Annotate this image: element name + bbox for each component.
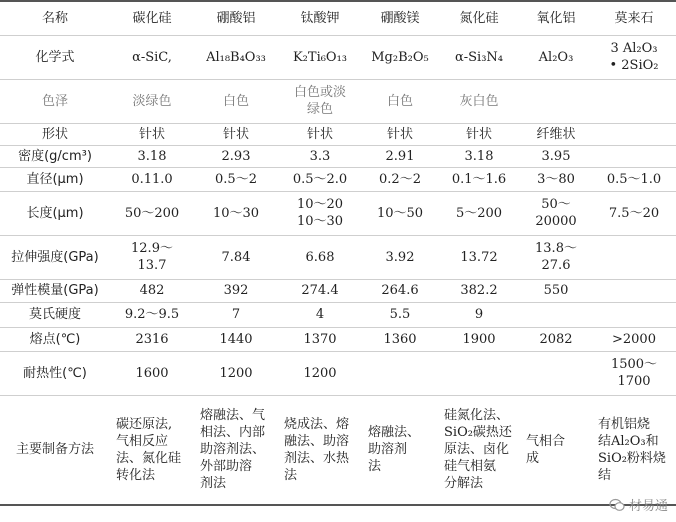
table-row: [0, 279, 676, 302]
table-cell: 382.2: [438, 279, 520, 302]
table-cell: [592, 279, 676, 302]
table-cell: [592, 145, 676, 167]
table-row: [0, 167, 676, 191]
row-label: 密度(g/cm³): [0, 145, 110, 167]
table-cell: [438, 351, 520, 395]
table-cell: Al₁₈B₄O₃₃: [194, 35, 278, 79]
table-cell: 淡绿色: [110, 79, 194, 123]
table-row: [0, 327, 676, 351]
table-cell: Mg₂B₂O₅: [362, 35, 438, 79]
table-cell: 白色: [194, 79, 278, 123]
table-cell: 纤维状: [520, 123, 592, 145]
table-cell: 10～30: [194, 191, 278, 235]
table-cell: Al₂O₃: [520, 35, 592, 79]
table-cell: 3 Al₂O₃ • 2SiO₂: [592, 35, 676, 79]
table-cell: 0.5～2.0: [278, 167, 362, 191]
header-cell: 氮化硅: [438, 1, 520, 35]
table-cell: 550: [520, 279, 592, 302]
watermark-text: 材易通: [628, 499, 668, 514]
table-row: [0, 191, 676, 235]
table-cell: 13.8～ 27.6: [520, 235, 592, 279]
table-cell: 2082: [520, 327, 592, 351]
table-cell: 1440: [194, 327, 278, 351]
table-cell: 1200: [194, 351, 278, 395]
table-cell: [592, 79, 676, 123]
table-row: [0, 145, 676, 167]
table-row: [0, 302, 676, 327]
table-cell: 气相合 成: [520, 395, 592, 505]
table-cell: α-Si₃N₄: [438, 35, 520, 79]
table-cell: 1370: [278, 327, 362, 351]
table-cell: [520, 79, 592, 123]
header-cell: 碳化硅: [110, 1, 194, 35]
table-cell: [592, 302, 676, 327]
table-cell: 7.84: [194, 235, 278, 279]
table-cell: 3.3: [278, 145, 362, 167]
table-cell: 有机铝烧 结Al₂O₃和 SiO₂粉料烧 结: [592, 395, 676, 505]
table-cell: 5～200: [438, 191, 520, 235]
table-cell: 白色: [362, 79, 438, 123]
row-label: 长度(μm): [0, 191, 110, 235]
table-cell: 烧成法、熔 融法、助溶 剂法、水热 法: [278, 395, 362, 505]
table-cell: 9: [438, 302, 520, 327]
table-cell: 0.1～1.6: [438, 167, 520, 191]
table-cell: 9.2～9.5: [110, 302, 194, 327]
header-cell: 钛酸钾: [278, 1, 362, 35]
table-cell: α-SiC,: [110, 35, 194, 79]
table-row: [0, 395, 676, 505]
row-label: 拉伸强度(GPa): [0, 235, 110, 279]
header-cell: 莫来石: [592, 1, 676, 35]
table-cell: [520, 351, 592, 395]
table-cell: 12.9～ 13.7: [110, 235, 194, 279]
table-cell: 碳还原法, 气相反应 法、氮化硅 转化法: [110, 395, 194, 505]
table-cell: 针状: [110, 123, 194, 145]
row-label: 色泽: [0, 79, 110, 123]
row-label: 弹性模量(GPa): [0, 279, 110, 302]
table-cell: 熔融法、气 相法、内部 助溶剂法、 外部助溶 剂法: [194, 395, 278, 505]
table-cell: 274.4: [278, 279, 362, 302]
table-cell: 0.11.0: [110, 167, 194, 191]
table-cell: 针状: [362, 123, 438, 145]
table-cell: 1900: [438, 327, 520, 351]
row-label: 化学式: [0, 35, 110, 79]
table-cell: 熔融法、 助溶剂 法: [362, 395, 438, 505]
table-cell: [592, 123, 676, 145]
table-row: [0, 79, 676, 123]
table-cell: 3.92: [362, 235, 438, 279]
table-cell: 4: [278, 302, 362, 327]
table-cell: [592, 235, 676, 279]
table-cell: 3.18: [110, 145, 194, 167]
table-cell: 392: [194, 279, 278, 302]
table-cell: [362, 351, 438, 395]
table-cell: 0.5～1.0: [592, 167, 676, 191]
table-cell: 0.5～2: [194, 167, 278, 191]
table-cell: 1600: [110, 351, 194, 395]
table-cell: 灰白色: [438, 79, 520, 123]
table-cell: 10～50: [362, 191, 438, 235]
table-cell: 1200: [278, 351, 362, 395]
row-label: 形状: [0, 123, 110, 145]
header-row: [0, 1, 676, 35]
table-cell: 白色或淡 绿色: [278, 79, 362, 123]
table-cell: 针状: [278, 123, 362, 145]
table-cell: 264.6: [362, 279, 438, 302]
row-label: 直径(μm): [0, 167, 110, 191]
table-cell: [520, 302, 592, 327]
header-cell: 名称: [0, 1, 110, 35]
table-cell: 482: [110, 279, 194, 302]
header-cell: 硼酸铝: [194, 1, 278, 35]
table-row: [0, 235, 676, 279]
row-label: 主要制备方法: [0, 395, 110, 505]
row-label: 耐热性(℃): [0, 351, 110, 395]
table-row: [0, 351, 676, 395]
watermark: [609, 495, 668, 514]
table-cell: 1360: [362, 327, 438, 351]
table-cell: 50～200: [110, 191, 194, 235]
table-cell: 3.18: [438, 145, 520, 167]
table-row: [0, 35, 676, 79]
table-cell: 3～80: [520, 167, 592, 191]
table-cell: 0.2～2: [362, 167, 438, 191]
table-cell: 7: [194, 302, 278, 327]
table-cell: 针状: [438, 123, 520, 145]
table-cell: 5.5: [362, 302, 438, 327]
row-label: 莫氏硬度: [0, 302, 110, 327]
table-cell: 3.95: [520, 145, 592, 167]
table-cell: 13.72: [438, 235, 520, 279]
table-cell: 10～20 10～30: [278, 191, 362, 235]
table-cell: 7.5～20: [592, 191, 676, 235]
table-cell: 1500～ 1700: [592, 351, 676, 395]
header-cell: 氧化铝: [520, 1, 592, 35]
table-cell: 针状: [194, 123, 278, 145]
table-cell: 6.68: [278, 235, 362, 279]
table-cell: 2.93: [194, 145, 278, 167]
table-cell: 2316: [110, 327, 194, 351]
header-cell: 硼酸镁: [362, 1, 438, 35]
chat-bubble-icon: [609, 498, 625, 512]
table-cell: 50～ 20000: [520, 191, 592, 235]
table-cell: K₂Ti₆O₁₃: [278, 35, 362, 79]
table-row: [0, 123, 676, 145]
table-cell: 硅氮化法、 SiO₂碳热还 原法、卤化 硅气相氨 分解法: [438, 395, 520, 505]
table-cell: >2000: [592, 327, 676, 351]
row-label: 熔点(℃): [0, 327, 110, 351]
table-cell: 2.91: [362, 145, 438, 167]
